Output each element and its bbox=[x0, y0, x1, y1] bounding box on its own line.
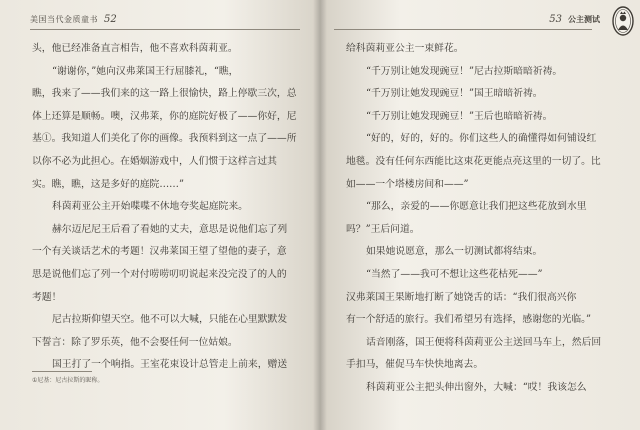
text-line: 如果她说愿意，那么一切测试都将结束。 bbox=[366, 246, 543, 258]
text-line: 科茵莉亚公主开始喋喋不休地夸奖起庭院来。 bbox=[52, 201, 248, 213]
text-line: 国王打了一个响指。王室花束设计总管走上前来，赠送 bbox=[52, 359, 288, 371]
right-page bbox=[320, 0, 640, 430]
text-line: 以你不必为此担心。在婚姻游戏中，人们惯于这样言过其 bbox=[32, 155, 277, 167]
text-line: “那么，亲爱的——你愿意让我们把这些花放到水里 bbox=[366, 201, 587, 213]
princess-portrait-icon bbox=[612, 6, 634, 36]
page-number-right: 53 bbox=[549, 13, 562, 25]
text-line: 赫尔迈尼尼王后看了看她的丈夫，意思是说他们忘了列 bbox=[52, 223, 288, 235]
text-line: 体上还算是顺畅。噢，汉弗莱，你的庭院好极了——你好，尼 bbox=[32, 110, 297, 122]
text-line: “谢谢你，”她向汉弗莱国王行屈膝礼，“瞧， bbox=[52, 65, 239, 77]
header-rule-left bbox=[30, 29, 300, 30]
left-page-body bbox=[32, 38, 297, 377]
right-page-body bbox=[346, 38, 614, 400]
text-line: “千万别让她发现豌豆！”国王暗暗祈祷。 bbox=[366, 88, 543, 100]
text-line: 下誓言：除了罗乐英，他不会娶任何一位姑娘。 bbox=[32, 336, 238, 348]
footnote-rule bbox=[32, 371, 92, 372]
text-line: 思是说他们忘了列一个对付唠唠叨叨说起来没完没了的人的 bbox=[32, 268, 287, 280]
text-line: 实。瞧，瞧，这是多好的庭院……” bbox=[32, 178, 184, 190]
text-line: 手扣马，催促马车快快地离去。 bbox=[346, 359, 484, 371]
right-page-header bbox=[543, 10, 600, 28]
series-title: 美国当代金质童书 bbox=[30, 14, 98, 24]
text-line: 尼古拉斯仰望天空。他不可以大喊，只能在心里默默发 bbox=[52, 314, 288, 326]
footnote: ①尼基：尼古拉斯的昵称。 bbox=[32, 377, 104, 384]
page-number-left: 52 bbox=[104, 13, 117, 25]
text-line: 考题！ bbox=[32, 291, 62, 303]
text-line: 瞧，我来了——我们来的这一路上很愉快，路上停歇三次，总 bbox=[32, 88, 297, 100]
header-rule-right bbox=[334, 29, 592, 30]
text-line: 话音刚落，国王便将科茵莉亚公主送回马车上，然后回 bbox=[366, 336, 602, 348]
text-line: “好的，好的，好的。你们这些人的确懂得如何铺设红 bbox=[366, 133, 597, 145]
text-line: 汉弗莱国王果断地打断了她饶舌的话：“我们很高兴你 bbox=[346, 291, 577, 303]
chapter-title: 公主测试 bbox=[568, 14, 600, 24]
text-line: 如——一个塔楼房间和——” bbox=[346, 178, 469, 190]
text-line: 有一个舒适的旅行。我们希望另有选择，感谢您的光临。” bbox=[346, 314, 592, 326]
text-line: 头，他已经准备直言相告，他不喜欢科茵莉亚。 bbox=[32, 43, 238, 54]
text-line: 吗？”王后问道。 bbox=[346, 223, 420, 235]
left-page-header bbox=[30, 10, 123, 28]
text-line: “当然了——我可不想让这些花枯死——” bbox=[366, 268, 543, 280]
text-line: 基①。我知道人们美化了你的画像。我预料到这一点了——所 bbox=[32, 133, 297, 145]
text-line: 一个有关谈话艺术的考题！汉弗莱国王望了望他的妻子，意 bbox=[32, 246, 287, 258]
text-line: 地毯。没有任何东西能比这束花更能点亮这里的一切了。比 bbox=[346, 155, 601, 167]
text-line: “千万别让她发现豌豆！”尼古拉斯暗暗祈祷。 bbox=[366, 65, 563, 77]
text-line: “千万别让她发现豌豆！”王后也暗暗祈祷。 bbox=[366, 110, 553, 122]
text-line: 科茵莉亚公主把头伸出窗外，大喊：“哎！我该怎么 bbox=[366, 381, 587, 393]
text-line: 给科茵莉亚公主一束鲜花。 bbox=[346, 43, 464, 54]
